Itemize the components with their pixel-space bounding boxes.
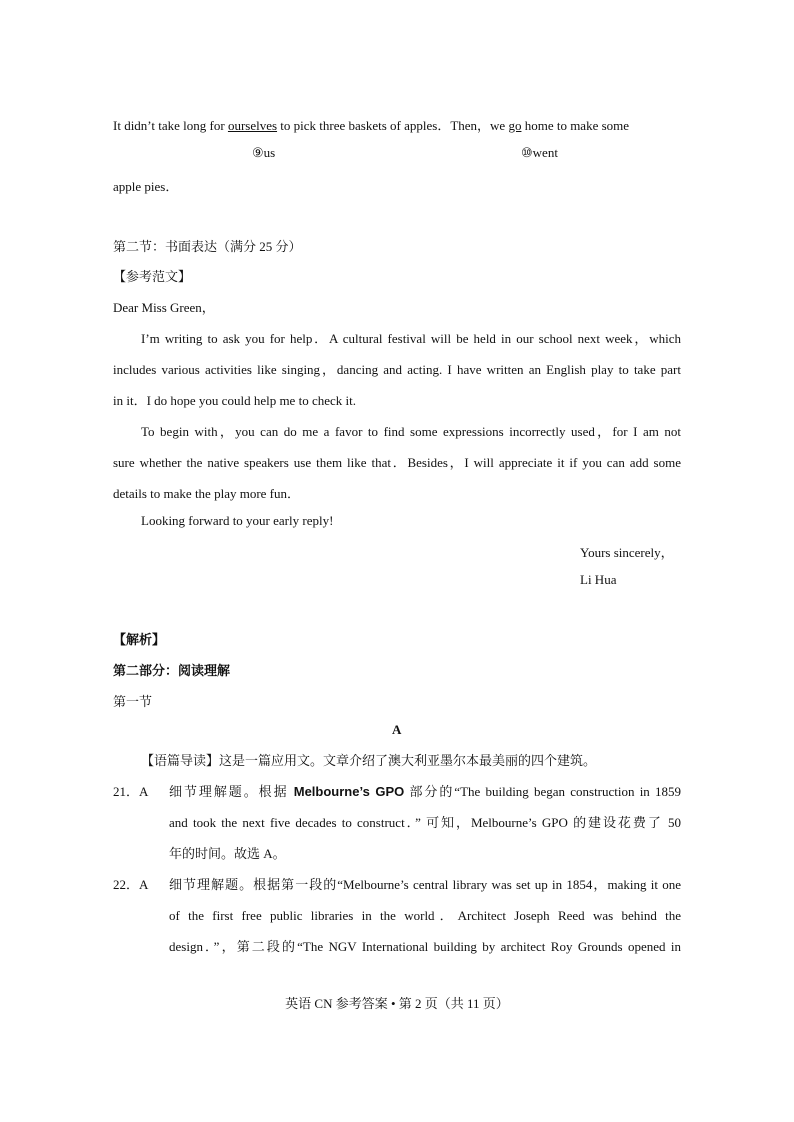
q21-text: 细节理解题。根据 [169,784,294,799]
letter-p1-line2: includes various activities like singing，dancing and acting. I have written an English play to take part [113,362,681,377]
sample-label: 【参考范文】 [113,269,192,284]
q22-line1: 细节理解题。根据第一段的“Melbourne’s central library was set up in 1854，making it one [169,877,681,892]
correction-text: home to make some [521,118,630,133]
correction-text: It didn’t take long for [113,118,228,133]
letter-p2-line1: To begin with，you can do me a favor to find some expressions incorrectly used，for I am not [141,424,681,439]
q21-line2: and took the next five decades to construct．” 可知，Melbourne’s GPO 的建设花费了 50 [169,815,681,830]
fix-9: ⑨us [252,145,276,160]
salutation: Dear Miss Green， [113,300,215,315]
section-title: 第一节 [113,694,153,709]
error-word-10: go [508,118,522,133]
passage-label: A [392,722,402,737]
q21-text: 部分的“The building began construction in 1859 [404,784,681,799]
passage-guide: 【语篇导读】这是一篇应用文。文章介绍了澳大利亚墨尔本最美丽的四个建筑。 [141,753,597,768]
letter-p1-line3: in it．I do hope you could help me to check it. [113,393,356,408]
letter-p2-line2: sure whether the native speakers use them like that．Besides，I will appreciate it if you can add some [113,455,681,470]
q21-line3: 年的时间。故选 A。 [169,846,286,861]
letter-closing: Yours sincerely， [580,545,674,560]
correction-line-1 [113,115,629,134]
fix-10: ⑩went [521,145,558,160]
part-title: 第二部分：阅读理解 [113,663,231,678]
letter-p2-line3: details to make the play more fun． [113,486,301,501]
letter-p3: Looking forward to your early reply! [141,513,334,528]
page-footer: 英语 CN 参考答案 • 第 2 页（共 11 页） [285,996,509,1011]
q22-line3: design．”，第二段的“The NGV International building by architect Roy Grounds opened in [169,939,681,954]
writing-section-title: 第二节：书面表达（满分 25 分） [113,239,302,254]
q21-number: 21．A [113,784,149,799]
q21-line1 [169,781,681,800]
correction-line-2: apple pies． [113,179,179,194]
q22-line2: of the first free public libraries in the world．Architect Joseph Reed was behind the [169,908,681,923]
q21-bold-term: Melbourne’s GPO [293,784,405,799]
q22-number: 22．A [113,877,149,892]
letter-p1-line1: I’m writing to ask you for help．A cultural festival will be held in our school next week，which [141,331,681,346]
letter-signature: Li Hua [580,572,617,587]
analysis-label: 【解析】 [113,632,166,647]
error-word-9: ourselves [227,118,278,133]
correction-text: to pick three baskets of apples．Then，we [277,118,509,133]
